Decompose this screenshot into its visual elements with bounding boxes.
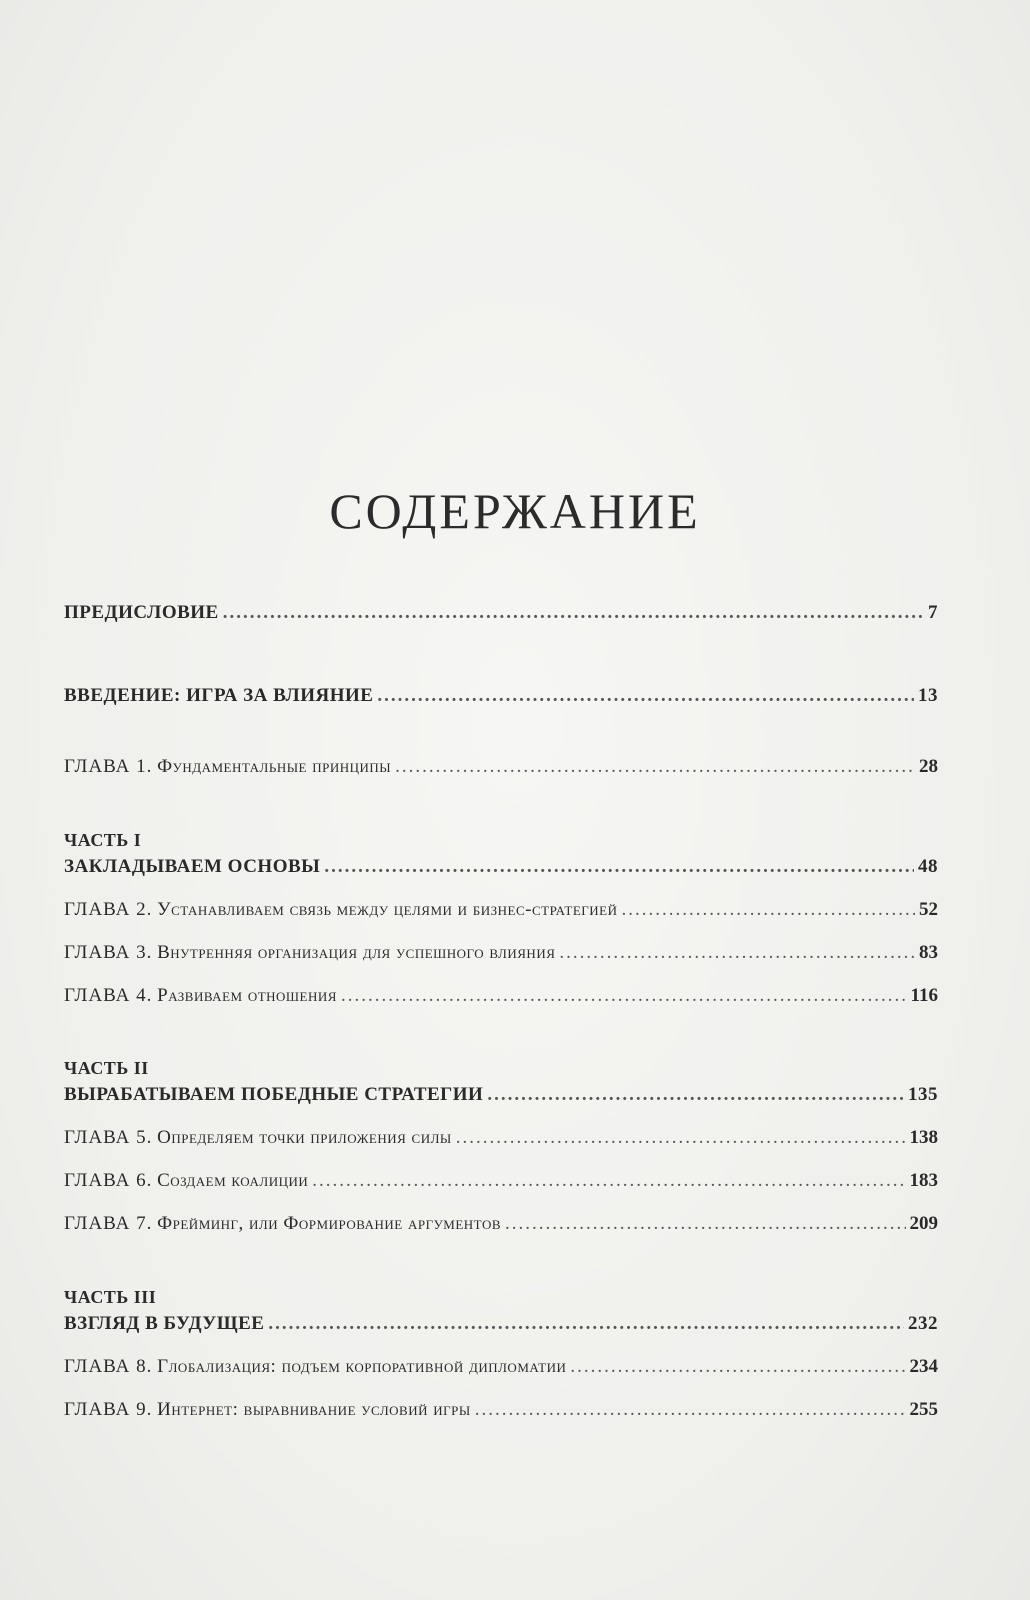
page-title: СОДЕРЖАНИЕ	[329, 482, 701, 539]
toc-entry-chapter-4: ГЛАВА 4. Развиваем отношения ..... 116	[64, 985, 938, 1011]
toc-entry-chapter-7: ГЛАВА 7. Фрейминг, или Формирование аргументов ..... 209	[64, 1213, 938, 1239]
toc-entry-chapter-9: ГЛАВА 9. Интернет: выравнивание условий игры ..... 255	[64, 1399, 938, 1425]
dot-leader	[268, 1313, 904, 1335]
toc-entry-chapter-8: ГЛАВА 8. Глобализация: подъем корпоративной дипломатии ..... 234	[64, 1356, 938, 1382]
toc-entry-chapter-5: ГЛАВА 5. Определяем точки приложения силы ..... 138	[64, 1127, 938, 1153]
toc-entry-chapter-1: ГЛАВА 1. Фундаментальные принципы ..... 28	[64, 756, 938, 782]
toc-entry-part-3: ВЗГЛЯД В БУДУЩЕЕ ..... 232	[64, 1313, 938, 1339]
dot-leader	[377, 685, 914, 707]
dot-leader	[559, 942, 915, 964]
part-2-label: ЧАСТЬ II	[64, 1058, 149, 1078]
dot-leader	[395, 756, 915, 778]
toc-entry-intro: ВВЕДЕНИЕ: ИГРА ЗА ВЛИЯНИЕ ..... 13	[64, 685, 938, 711]
dot-leader	[312, 1170, 905, 1192]
toc-entry-chapter-6: ГЛАВА 6. Создаем коалиции ..... 183	[64, 1170, 938, 1196]
dot-leader	[475, 1399, 906, 1421]
dot-leader	[505, 1213, 905, 1235]
toc-entry-chapter-2: ГЛАВА 2. Устанавливаем связь между целями и бизнес-стратегией ..... 52	[64, 899, 938, 925]
toc-entry-preface: ПРЕДИСЛОВИЕ ..... 7	[64, 602, 938, 628]
dot-leader	[223, 602, 924, 624]
dot-leader	[324, 856, 914, 878]
toc-entry-part-2: ВЫРАБАТЫВАЕМ ПОБЕДНЫЕ СТРАТЕГИИ ..... 135	[64, 1084, 938, 1110]
dot-leader	[487, 1084, 904, 1106]
part-3-label: ЧАСТЬ III	[64, 1287, 157, 1307]
toc-entry-part-1: ЗАКЛАДЫВАЕМ ОСНОВЫ ..... 48	[64, 856, 938, 882]
part-1-label: ЧАСТЬ I	[64, 830, 142, 850]
dot-leader	[456, 1127, 906, 1149]
toc-entry-chapter-3: ГЛАВА 3. Внутренняя организация для успешного влияния ..... 83	[64, 942, 938, 968]
dot-leader	[341, 985, 907, 1007]
dot-leader	[570, 1356, 905, 1378]
dot-leader	[622, 899, 915, 921]
